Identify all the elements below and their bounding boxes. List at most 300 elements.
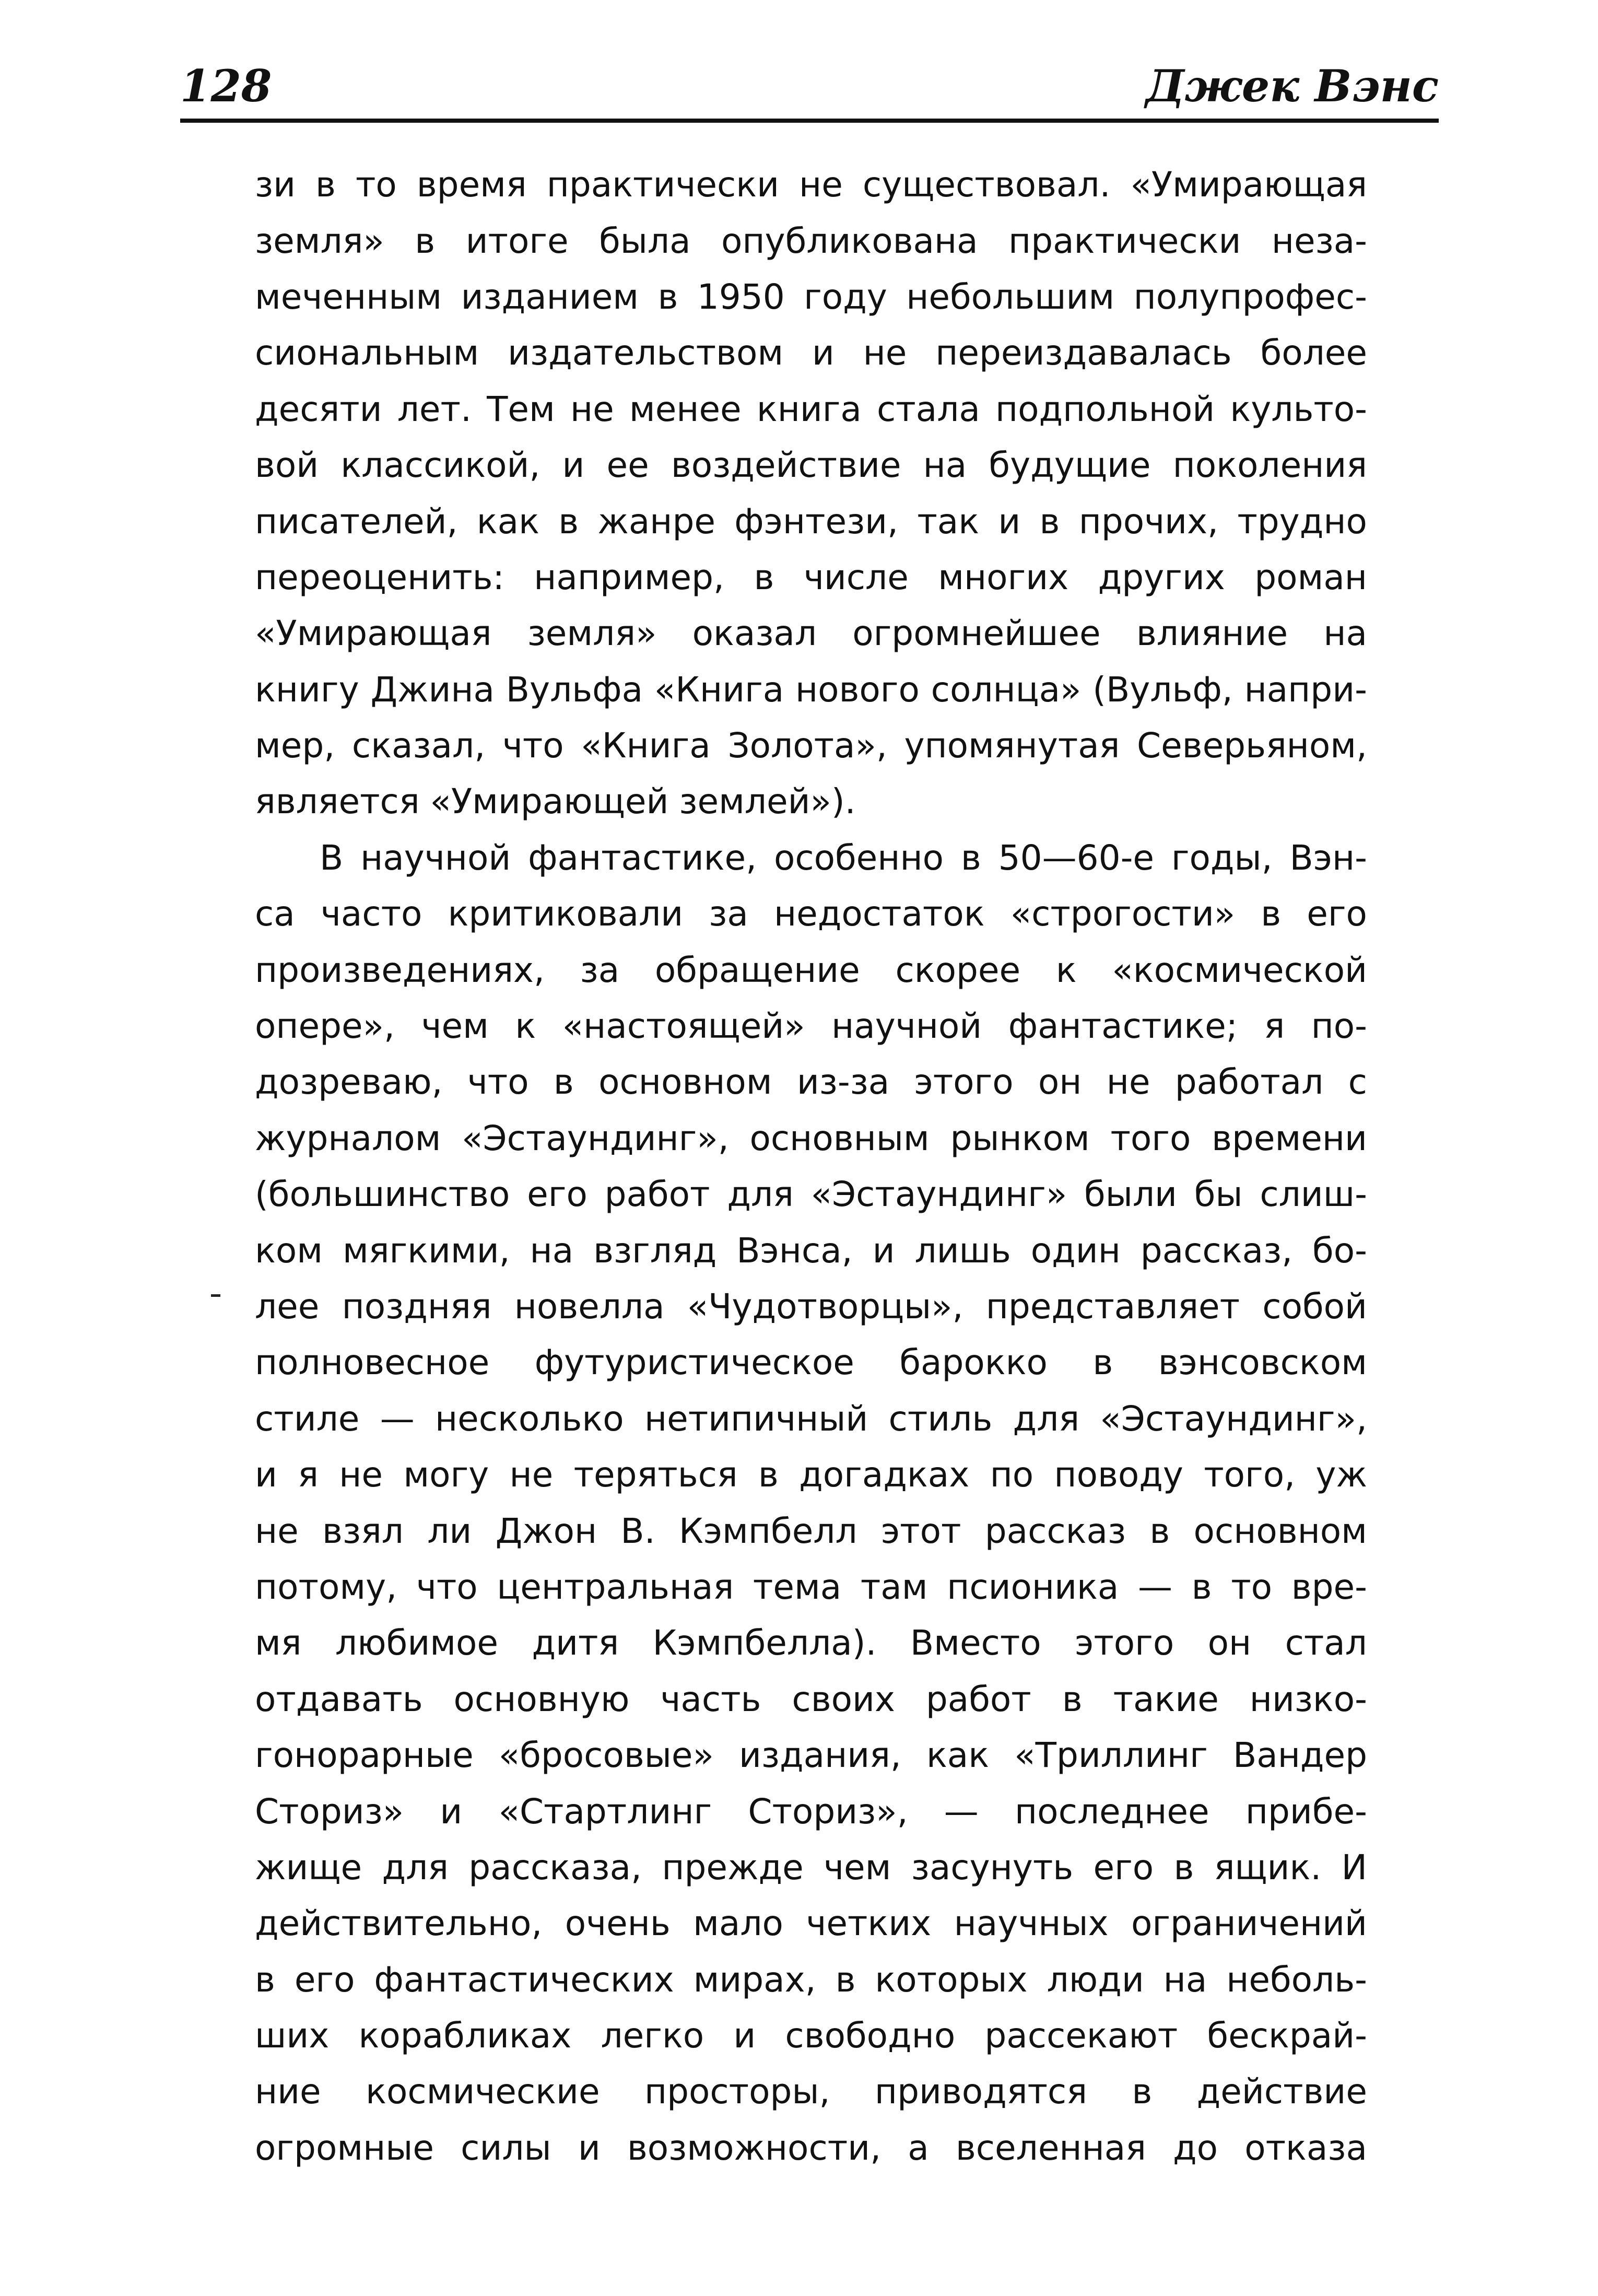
text-word: его bbox=[294, 1959, 355, 2000]
text-word: как bbox=[476, 501, 539, 542]
text-line bbox=[255, 1166, 1367, 1222]
text-word: центральная bbox=[497, 1566, 734, 1607]
text-word: к bbox=[515, 1006, 536, 1047]
text-line bbox=[255, 1952, 1367, 2008]
text-word: «Эстаундинг», bbox=[462, 1118, 729, 1158]
text-word: работ bbox=[925, 1679, 1031, 1719]
text-word: са bbox=[255, 894, 295, 934]
text-word: в bbox=[1039, 501, 1060, 542]
text-word: как bbox=[926, 1735, 990, 1776]
text-word: рассказа, bbox=[468, 1847, 642, 1888]
text-word: в bbox=[657, 276, 678, 317]
text-word: не bbox=[255, 1510, 299, 1551]
text-word: чем bbox=[824, 1847, 891, 1888]
text-word: основным bbox=[749, 1118, 930, 1158]
text-word: зи bbox=[255, 165, 296, 205]
text-word: его bbox=[1307, 894, 1367, 934]
text-line bbox=[255, 1895, 1367, 1951]
text-word: многих bbox=[938, 557, 1069, 598]
text-word: поводу bbox=[1054, 1455, 1183, 1495]
text-word: что bbox=[502, 725, 564, 766]
text-word: уж bbox=[1315, 1455, 1367, 1495]
text-word: бескрай- bbox=[1207, 2016, 1367, 2056]
text-line bbox=[255, 662, 1367, 718]
text-word: часть bbox=[660, 1679, 761, 1719]
text-word: поколения bbox=[1172, 445, 1367, 486]
text-line bbox=[255, 1054, 1367, 1110]
text-word: ших bbox=[255, 2016, 330, 2056]
text-word: его bbox=[1093, 1847, 1154, 1888]
text-word: то bbox=[355, 165, 397, 205]
text-word: что bbox=[467, 1062, 529, 1103]
text-word: роман bbox=[1254, 557, 1367, 598]
text-word: основном bbox=[598, 1062, 772, 1103]
text-word: не bbox=[570, 389, 614, 429]
text-word: и bbox=[812, 333, 835, 373]
text-word: числе bbox=[803, 557, 909, 598]
text-word: для bbox=[727, 1174, 794, 1215]
text-word: то bbox=[1231, 1566, 1273, 1607]
text-word: книга bbox=[756, 389, 862, 429]
text-word: существовал. bbox=[862, 165, 1111, 205]
text-word: возможности, bbox=[627, 2127, 882, 2168]
text-word: стала bbox=[877, 389, 980, 429]
text-line bbox=[255, 2008, 1367, 2064]
text-word: лишь bbox=[914, 1230, 1011, 1271]
text-word: Сториз» bbox=[255, 1791, 404, 1832]
text-word: на bbox=[923, 445, 967, 486]
text-word: Тем bbox=[487, 389, 555, 429]
text-word: упомянутая bbox=[904, 725, 1120, 766]
text-word: научных bbox=[954, 1903, 1109, 1944]
text-word: Золота», bbox=[727, 725, 887, 766]
text-word: не bbox=[1106, 1062, 1150, 1103]
text-word: Вандер bbox=[1232, 1735, 1367, 1776]
text-word: «настоящей» bbox=[562, 1006, 805, 1047]
text-word: и bbox=[440, 1791, 463, 1832]
text-word: десяти bbox=[255, 389, 382, 429]
text-word: оказал bbox=[692, 613, 817, 654]
text-word: и bbox=[562, 445, 585, 486]
text-word: полновесное bbox=[255, 1342, 490, 1383]
text-word: и bbox=[578, 2127, 601, 2168]
text-word: а bbox=[908, 2127, 929, 2168]
text-word: в bbox=[415, 220, 436, 261]
text-word: мя bbox=[255, 1623, 302, 1664]
text-word: слиш- bbox=[1260, 1174, 1367, 1215]
text-word: прежде bbox=[662, 1847, 804, 1888]
text-word: рассказ bbox=[984, 1510, 1126, 1551]
text-word: земля» bbox=[527, 613, 657, 654]
text-word: мирах, bbox=[693, 1959, 816, 2000]
text-word: «бросовые» bbox=[498, 1735, 714, 1776]
text-word: дозреваю, bbox=[255, 1062, 443, 1103]
text-word: «Умирающая bbox=[1130, 165, 1367, 205]
text-word: в bbox=[960, 837, 981, 878]
text-word: могу bbox=[403, 1455, 489, 1495]
text-word: огромнейшее bbox=[852, 613, 1101, 654]
text-word: обращение bbox=[654, 950, 860, 990]
text-word: ние bbox=[255, 2071, 321, 2112]
text-word: В bbox=[320, 837, 344, 878]
text-word: псионика bbox=[947, 1566, 1119, 1607]
text-word: переиздавалась bbox=[935, 333, 1232, 373]
text-word: Джон bbox=[495, 1510, 597, 1551]
text-word: ее bbox=[606, 445, 649, 486]
text-line bbox=[255, 437, 1367, 493]
text-word: Сториз», bbox=[748, 1791, 908, 1832]
text-word: Вэн- bbox=[1289, 837, 1367, 878]
text-word: гонорарные bbox=[255, 1735, 474, 1776]
text-word: я bbox=[1264, 1006, 1285, 1047]
text-line bbox=[255, 886, 1367, 942]
text-word: очень bbox=[565, 1903, 671, 1944]
text-line bbox=[255, 1391, 1367, 1447]
text-word: Северьяном, bbox=[1136, 725, 1367, 766]
text-word: новелла bbox=[514, 1286, 665, 1327]
text-word: прочих, bbox=[1078, 501, 1219, 542]
text-word: влияние bbox=[1136, 613, 1288, 654]
text-word: годы, bbox=[1171, 837, 1273, 878]
text-word: в bbox=[1062, 1679, 1083, 1719]
text-word: опубликована bbox=[721, 220, 978, 261]
text-word: засунуть bbox=[911, 1847, 1074, 1888]
text-line bbox=[255, 213, 1367, 268]
text-line bbox=[255, 1559, 1367, 1615]
text-word: на bbox=[1163, 1959, 1207, 2000]
text-word: (большинство bbox=[255, 1174, 510, 1215]
text-word: изданием bbox=[461, 276, 639, 317]
text-line bbox=[255, 549, 1367, 605]
text-line bbox=[255, 942, 1367, 998]
text-word: силы bbox=[461, 2127, 551, 2168]
text-word: были bbox=[1084, 1174, 1177, 1215]
text-word: что bbox=[416, 1566, 478, 1607]
text-word: по bbox=[990, 1455, 1034, 1495]
text-word: лее bbox=[255, 1286, 320, 1327]
text-word: фэнтези, bbox=[734, 501, 899, 542]
text-word: жанре bbox=[597, 501, 715, 542]
text-word: полупрофес- bbox=[1133, 276, 1367, 317]
text-word: так bbox=[917, 501, 980, 542]
margin-mark bbox=[211, 1294, 220, 1297]
text-word: «Книга bbox=[654, 669, 784, 710]
text-word: 50—60-е bbox=[998, 837, 1154, 878]
text-word: низко- bbox=[1249, 1679, 1367, 1719]
text-line bbox=[255, 1222, 1367, 1278]
text-word: «Умирающая bbox=[255, 613, 492, 654]
text-word: издательством bbox=[508, 333, 784, 373]
text-line bbox=[255, 381, 1367, 437]
text-word: футуристическое bbox=[534, 1342, 854, 1383]
text-word: (Вульф, bbox=[1092, 669, 1233, 710]
text-word: тема bbox=[753, 1566, 842, 1607]
text-word: «Стартлинг bbox=[498, 1791, 712, 1832]
text-word: за bbox=[580, 950, 620, 990]
text-word: часто bbox=[320, 894, 422, 934]
text-word: основном bbox=[1193, 1510, 1367, 1551]
text-word: меченным bbox=[255, 276, 442, 317]
text-word: не bbox=[863, 333, 907, 373]
text-word: неза- bbox=[1271, 220, 1367, 261]
text-line bbox=[255, 2120, 1367, 2176]
text-word: люди bbox=[1047, 1959, 1144, 2000]
text-word: по- bbox=[1311, 1006, 1367, 1047]
text-word: В. bbox=[620, 1510, 655, 1551]
text-word: рынком bbox=[950, 1118, 1090, 1158]
text-word: и bbox=[998, 501, 1021, 542]
text-word: приводятся bbox=[874, 2071, 1087, 2112]
text-line bbox=[255, 269, 1367, 325]
text-word: будущие bbox=[989, 445, 1151, 486]
text-word: действительно, bbox=[255, 1903, 543, 1944]
text-word: солнца» bbox=[931, 669, 1082, 710]
text-word: Джина bbox=[370, 669, 495, 710]
text-word: недостаток bbox=[773, 894, 985, 934]
text-word: любимое bbox=[335, 1623, 499, 1664]
text-word: журналом bbox=[255, 1118, 441, 1158]
text-word: из-за bbox=[796, 1062, 890, 1103]
text-word: взгляд bbox=[593, 1230, 717, 1271]
header-rule bbox=[180, 119, 1439, 123]
text-word: «строгости» bbox=[1010, 894, 1236, 934]
text-word: неболь- bbox=[1226, 1959, 1367, 2000]
text-word: жище bbox=[255, 1847, 362, 1888]
text-word: и bbox=[872, 1230, 895, 1271]
text-word: которых bbox=[875, 1959, 1028, 2000]
text-line bbox=[255, 325, 1367, 381]
text-word: воздействие bbox=[671, 445, 901, 486]
text-word: там bbox=[860, 1566, 928, 1607]
text-word: итоге bbox=[465, 220, 569, 261]
text-word: в bbox=[1132, 2071, 1153, 2112]
text-word: вэнсовском bbox=[1158, 1342, 1367, 1383]
page-header bbox=[180, 50, 1439, 123]
text-word: научной bbox=[360, 837, 511, 878]
text-word: работал bbox=[1174, 1062, 1324, 1103]
text-word: основную bbox=[453, 1679, 630, 1719]
text-word: своих bbox=[792, 1679, 895, 1719]
text-word: классикой, bbox=[340, 445, 540, 486]
text-word: взял bbox=[322, 1510, 404, 1551]
text-word: была bbox=[599, 220, 691, 261]
text-word: в bbox=[1191, 1566, 1212, 1607]
text-word: более bbox=[1260, 333, 1367, 373]
text-word: вселенная bbox=[955, 2127, 1146, 2168]
text-word: «Триллинг bbox=[1014, 1735, 1208, 1776]
text-word: рассказ, bbox=[1140, 1230, 1293, 1271]
text-word: нетипичный bbox=[644, 1398, 868, 1439]
text-word: я bbox=[298, 1455, 319, 1495]
text-word: такие bbox=[1113, 1679, 1219, 1719]
text-word: культо- bbox=[1230, 389, 1367, 429]
text-word: того, bbox=[1204, 1455, 1296, 1495]
text-word: поздняя bbox=[342, 1286, 492, 1327]
text-word: нового bbox=[795, 669, 920, 710]
text-word: землей»). bbox=[679, 781, 856, 822]
text-word: Вместо bbox=[910, 1623, 1041, 1664]
text-word: «Эстаундинг» bbox=[810, 1174, 1067, 1215]
text-word: он bbox=[1038, 1062, 1082, 1103]
text-word: напри- bbox=[1244, 669, 1367, 710]
text-line bbox=[255, 718, 1367, 774]
text-word: бо- bbox=[1312, 1230, 1367, 1271]
text-word: является bbox=[255, 781, 420, 822]
text-word: «Книга bbox=[581, 725, 711, 766]
text-word: легко bbox=[601, 2016, 704, 2056]
text-word: менее bbox=[629, 389, 742, 429]
text-word: — bbox=[944, 1791, 979, 1832]
page-number: 128 bbox=[180, 60, 272, 112]
text-word: опере», bbox=[255, 1006, 395, 1047]
text-word: ком bbox=[255, 1230, 323, 1271]
text-word: научной bbox=[831, 1006, 982, 1047]
text-word: для bbox=[1013, 1398, 1080, 1439]
text-line bbox=[255, 774, 1367, 829]
text-word: с bbox=[1348, 1062, 1367, 1103]
text-line bbox=[255, 1110, 1367, 1166]
text-word: этого bbox=[914, 1062, 1014, 1103]
text-line bbox=[255, 1840, 1367, 1895]
text-line bbox=[255, 493, 1367, 549]
text-word: писателей, bbox=[255, 501, 458, 542]
text-word: «Умирающей bbox=[430, 781, 669, 822]
text-word: его bbox=[527, 1174, 588, 1215]
text-word: в bbox=[835, 1959, 856, 2000]
text-word: собой bbox=[1262, 1286, 1367, 1327]
text-word: ли bbox=[427, 1510, 472, 1551]
text-line bbox=[255, 830, 1367, 886]
text-line bbox=[255, 2064, 1367, 2119]
text-word: корабликах bbox=[358, 2016, 572, 2056]
text-line bbox=[255, 998, 1367, 1054]
text-word: не bbox=[509, 1455, 554, 1495]
text-word: прибе- bbox=[1245, 1791, 1367, 1832]
text-word: Вульфа bbox=[506, 669, 643, 710]
text-word: космические bbox=[366, 2071, 600, 2112]
text-word: практически bbox=[1008, 220, 1241, 261]
text-word: сказал, bbox=[351, 725, 486, 766]
text-line bbox=[255, 1783, 1367, 1839]
text-word: и bbox=[255, 1455, 277, 1495]
text-word: произведениях, bbox=[255, 950, 545, 990]
text-word: — bbox=[1137, 1566, 1172, 1607]
text-word: издания, bbox=[739, 1735, 901, 1776]
text-word: огромные bbox=[255, 2127, 434, 2168]
text-word: представляет bbox=[985, 1286, 1240, 1327]
text-word: других bbox=[1098, 557, 1225, 598]
text-word: практически bbox=[546, 165, 780, 205]
text-line bbox=[255, 605, 1367, 661]
text-word: в bbox=[754, 557, 774, 598]
text-word: 1950 bbox=[697, 276, 785, 317]
text-word: — bbox=[380, 1398, 415, 1439]
text-word: мер, bbox=[255, 725, 335, 766]
text-word: чем bbox=[421, 1006, 489, 1047]
text-line bbox=[255, 1615, 1367, 1671]
text-word: трудно bbox=[1237, 501, 1367, 542]
text-word: в bbox=[758, 1455, 779, 1495]
text-word: в bbox=[553, 1062, 574, 1103]
text-word: скорее bbox=[895, 950, 1021, 990]
text-word: этот bbox=[880, 1510, 961, 1551]
text-word: в bbox=[255, 1959, 275, 2000]
text-word: отказа bbox=[1244, 2127, 1367, 2168]
text-word: земля» bbox=[255, 220, 384, 261]
text-word: в bbox=[558, 501, 579, 542]
text-word: стиль bbox=[888, 1398, 993, 1439]
text-word: четких bbox=[806, 1903, 932, 1944]
text-word: на bbox=[1323, 613, 1367, 654]
text-word: стиле bbox=[255, 1398, 360, 1439]
text-word: мало bbox=[693, 1903, 783, 1944]
text-line bbox=[255, 1503, 1367, 1559]
text-word: например, bbox=[534, 557, 725, 598]
text-word: не bbox=[799, 165, 843, 205]
text-word: году bbox=[804, 276, 887, 317]
text-word: Кэмпбелл bbox=[678, 1510, 857, 1551]
text-word: ограничений bbox=[1131, 1903, 1367, 1944]
text-word: и bbox=[733, 2016, 756, 2056]
text-word: для bbox=[382, 1847, 449, 1888]
text-word: «Чудотворцы», bbox=[687, 1286, 964, 1327]
text-word: до bbox=[1173, 2127, 1218, 2168]
text-word: Вэнса, bbox=[736, 1230, 853, 1271]
text-word: на bbox=[530, 1230, 574, 1271]
text-word: действие bbox=[1196, 2071, 1367, 2112]
text-line bbox=[255, 1671, 1367, 1727]
text-word: вой bbox=[255, 445, 319, 486]
text-word: особенно bbox=[773, 837, 944, 878]
text-line bbox=[255, 1727, 1367, 1783]
text-word: стал bbox=[1285, 1623, 1367, 1664]
running-head: Джек Вэнс bbox=[1145, 60, 1439, 112]
text-word: просторы, bbox=[644, 2071, 830, 2112]
body-text bbox=[255, 157, 1367, 2176]
text-word: ящик. bbox=[1214, 1847, 1322, 1888]
text-word: бы bbox=[1194, 1174, 1243, 1215]
text-word: «Эстаундинг», bbox=[1100, 1398, 1367, 1439]
text-word: один bbox=[1030, 1230, 1121, 1271]
text-word: подпольной bbox=[995, 389, 1215, 429]
text-word: в bbox=[1261, 894, 1282, 934]
text-word: сиональным bbox=[255, 333, 479, 373]
text-word: в bbox=[1173, 1847, 1194, 1888]
text-word: дитя bbox=[532, 1623, 619, 1664]
text-word: лет. bbox=[397, 389, 472, 429]
text-word: барокко bbox=[899, 1342, 1048, 1383]
text-word: несколько bbox=[435, 1398, 624, 1439]
text-word: свободно bbox=[785, 2016, 956, 2056]
text-word: за bbox=[709, 894, 748, 934]
text-word: вре- bbox=[1291, 1566, 1367, 1607]
text-word: в bbox=[1092, 1342, 1113, 1383]
text-line bbox=[255, 157, 1367, 213]
text-word: догадках bbox=[799, 1455, 970, 1495]
text-word: того bbox=[1110, 1118, 1191, 1158]
text-word: небольшим bbox=[906, 276, 1115, 317]
text-line bbox=[255, 1447, 1367, 1503]
text-word: в bbox=[1149, 1510, 1170, 1551]
text-word: этого bbox=[1075, 1623, 1174, 1664]
text-word: фантастике; bbox=[1008, 1006, 1238, 1047]
text-word: Кэмпбелла). bbox=[652, 1623, 877, 1664]
text-word: теряться bbox=[573, 1455, 738, 1495]
text-word: отдавать bbox=[255, 1679, 423, 1719]
text-word: времени bbox=[1212, 1118, 1367, 1158]
text-word: потому, bbox=[255, 1566, 397, 1607]
text-word: фантастике, bbox=[528, 837, 757, 878]
